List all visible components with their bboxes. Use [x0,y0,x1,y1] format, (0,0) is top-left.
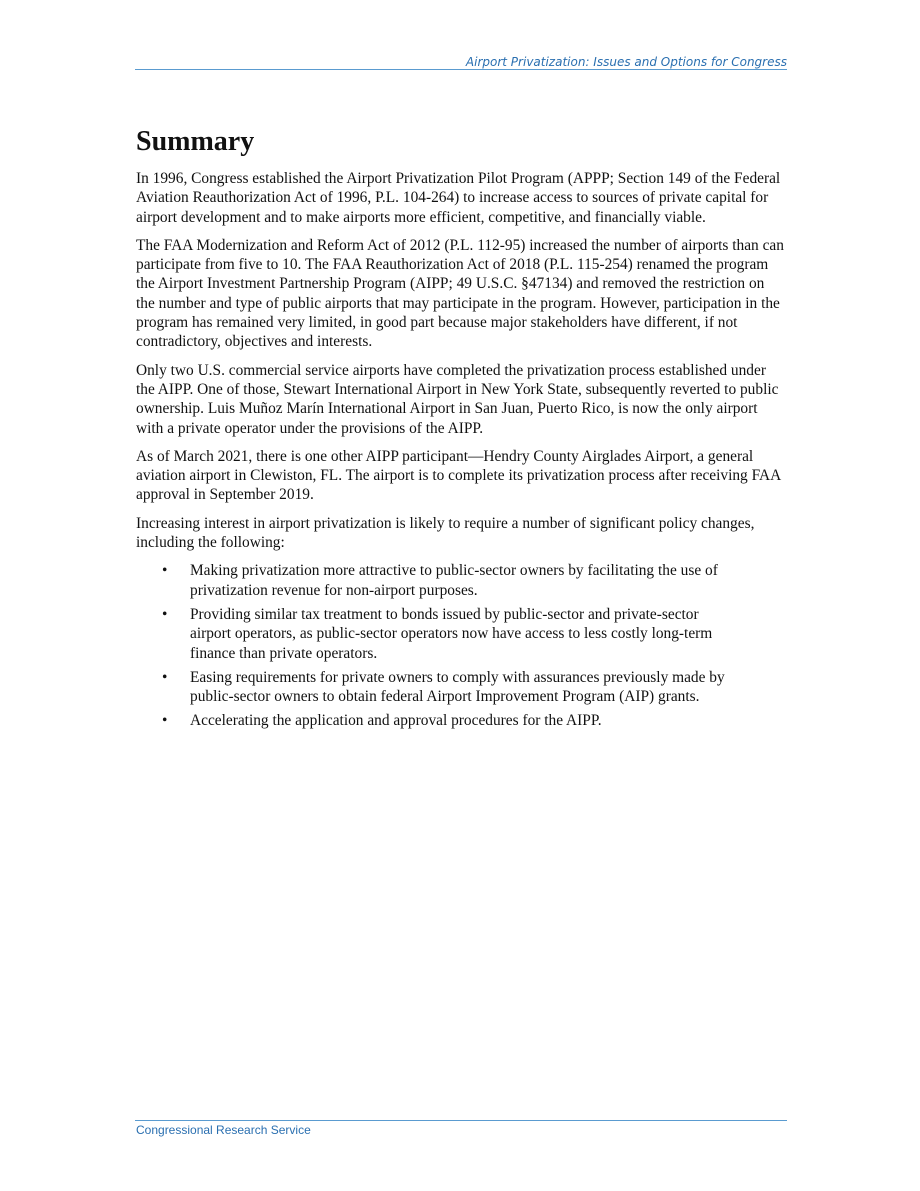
bullet-icon: • [162,712,168,730]
policy-changes-list [136,561,786,730]
bullet-icon: • [162,562,168,580]
list-item-text: Accelerating the application and approval procedures for the AIPP. [190,712,602,730]
page-content [136,124,786,736]
paragraph-other-participant: As of March 2021, there is one other AIPP participant—Hendry County Airglades Airport, a general aviation airport in Clewiston, FL. The airport is to complete its privatization process after receiving FAA approval in September 2019. [136,447,781,504]
list-item [136,711,726,730]
list-item-text: Providing similar tax treatment to bonds issued by public-sector and private-sector airport operators, as public-sector operators now have access to less costly long-term finance than private operators. [190,605,713,662]
list-item-text: Easing requirements for private owners to comply with assurances previously made by public-sector owners to obtain federal Airport Improvement Program (AIP) grants. [190,668,725,706]
running-footer: Congressional Research Service [136,1123,311,1137]
footer-rule [135,1120,787,1121]
list-item [136,605,726,663]
list-item-text: Making privatization more attractive to public-sector owners by facilitating the use of privatization revenue for non-airport purposes. [190,562,718,599]
list-item [136,561,726,600]
list-item [136,668,726,707]
section-heading: Summary [136,126,255,157]
bullet-icon: • [162,668,168,686]
header-rule [135,69,787,70]
paragraph-policy-changes-intro: Increasing interest in airport privatization is likely to require a number of significant policy changes, including the following: [136,514,755,552]
paragraph-reauthorization-acts: The FAA Modernization and Reform Act of 2012 (P.L. 112-95) increased the number of airports than can participate from five to 10. The FAA Reauthorization Act of 2018 (P.L. 115-254) renamed the program the Airport Investment Partnership Program (AIPP; 49 U.S.C. §47134) and removed the restriction on the number and type of public airports that may participate in the program. However, participation in the program has remained very limited, in good part because major stakeholders have different, if not contradictory, objectives and interests. [136,236,784,351]
running-header: Airport Privatization: Issues and Options for Congress [465,55,787,69]
paragraph-appp-established: In 1996, Congress established the Airport Privatization Pilot Program (APPP; Section 149 of the Federal Aviation Reauthorization Act of 1996, P.L. 104-264) to increase access to sources of private capital for airport development and to make airports more efficient, competitive, and financially viable. [136,170,781,226]
paragraph-completed-privatizations: Only two U.S. commercial service airports have completed the privatization process established under the AIPP. One of those, Stewart International Airport in New York State, subsequently reverted to public ownership. Luis Muñoz Marín International Airport in San Juan, Puerto Rico, is now the only airport with a private operator under the provisions of the AIPP. [136,361,779,437]
bullet-icon: • [162,605,168,623]
